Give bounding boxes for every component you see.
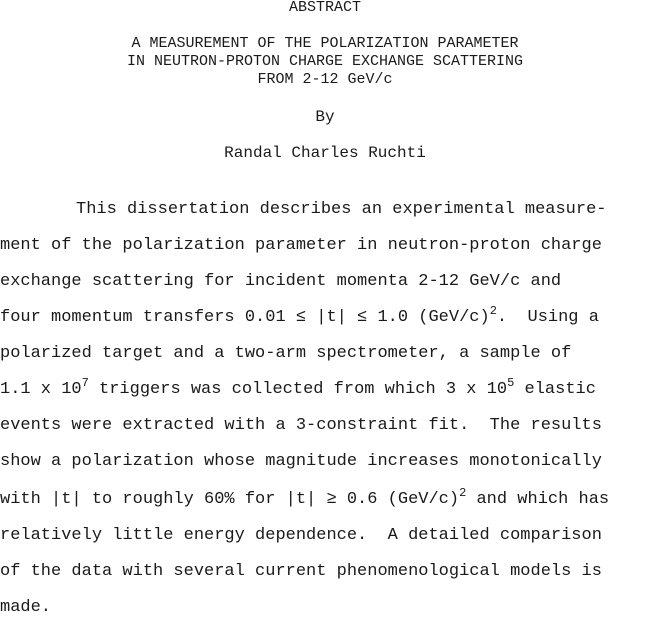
exponent-5: 5 (507, 376, 515, 390)
title-line-3: FROM 2-12 GeV/c (257, 71, 393, 88)
body-line-11: of the data with several current phenomenological models is (0, 562, 602, 581)
body-line-4-text: four momentum transfers 0.01 ≤ |t| ≤ 1.0 (GeV/c) (0, 308, 490, 327)
body-line-6-tail: elastic (514, 380, 596, 399)
body-line-6-text: 1.1 x 10 (0, 380, 82, 399)
body-line-10: relatively little energy dependence. A detailed comparison (0, 526, 602, 545)
exponent-7: 7 (81, 376, 89, 390)
title-line-1: A MEASUREMENT OF THE POLARIZATION PARAMETER (131, 35, 519, 52)
body-line-1: This dissertation describes an experimental measure- (76, 200, 607, 219)
body-line-6 (0, 376, 596, 400)
abstract-heading: ABSTRACT (288, 0, 361, 16)
title-line-2: IN NEUTRON-PROTON CHARGE EXCHANGE SCATTERING (126, 53, 524, 70)
exponent-2: 2 (459, 486, 467, 500)
body-line-12: made. (0, 598, 52, 617)
body-line-9-tail: and which has (466, 490, 610, 509)
by-line: By (315, 108, 335, 126)
body-line-6-middle: triggers was collected from which 3 x 10 (88, 380, 508, 399)
body-line-2: ment of the polarization parameter in neutron-proton charge (0, 236, 602, 255)
exponent-2: 2 (489, 304, 497, 318)
body-line-8: show a polarization whose magnitude increases monotonically (0, 452, 602, 471)
author-name: Randal Charles Ruchti (224, 144, 426, 162)
body-line-5: polarized target and a two-arm spectrometer, a sample of (0, 344, 572, 363)
body-line-7: events were extracted with a 3-constraint fit. The results (0, 416, 602, 435)
body-line-4 (0, 304, 599, 328)
body-line-3: exchange scattering for incident momenta 2-12 GeV/c and (0, 272, 562, 291)
body-line-4-tail: . Using a (496, 308, 599, 327)
body-line-9-text: with |t| to roughly 60% for |t| ≥ 0.6 (GeV/c) (0, 490, 460, 509)
body-line-9 (0, 486, 610, 510)
